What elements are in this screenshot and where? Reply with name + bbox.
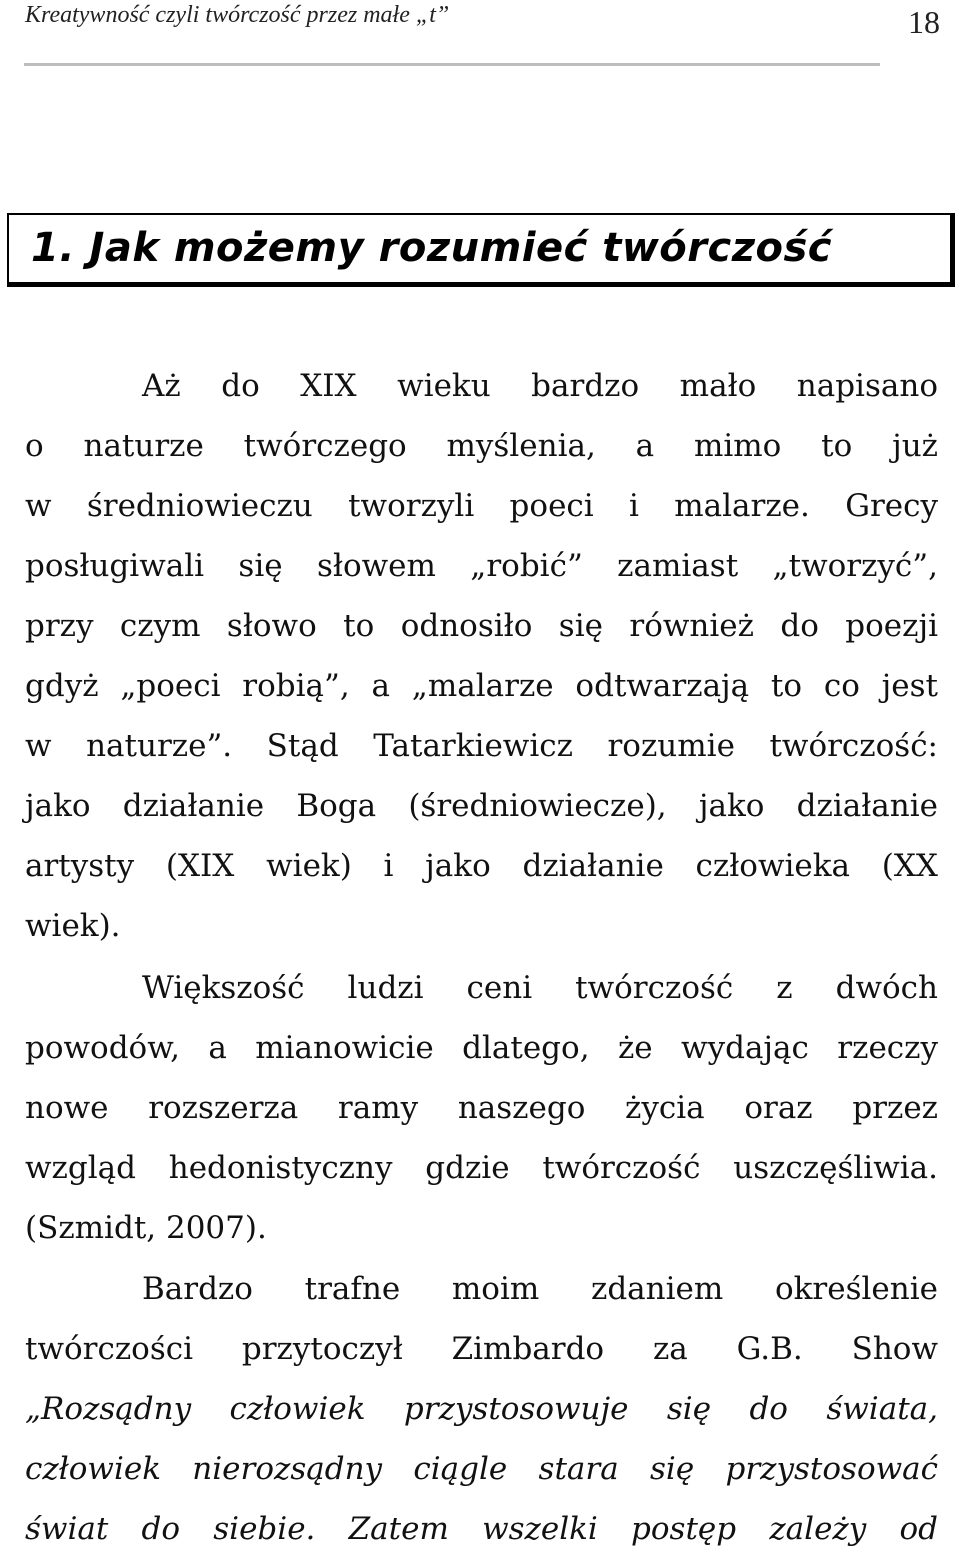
paragraph-line: (Szmidt, 2007). [25, 1210, 267, 1246]
paragraph-3 [25, 1259, 938, 1559]
paragraph-line: Aż do XIX wieku bardzo mało napisano [142, 368, 938, 404]
paragraph-line: posługiwali się słowem „robić” zamiast „tworzyć”, [25, 548, 938, 584]
page-number: 18 [908, 4, 940, 40]
paragraph-line: o naturze twórczego myślenia, a mimo to już [25, 428, 938, 464]
header-rule [24, 63, 880, 66]
running-title: Kreatywność czyli twórczość przez małe „t” [25, 2, 450, 28]
paragraph-line: wiek). [25, 908, 121, 944]
paragraph-line: przy czym słowo to odnosiło się również do poezji [25, 608, 938, 644]
paragraph-1 [25, 356, 938, 956]
paragraph-2 [25, 958, 938, 1258]
paragraph-line: wzgląd hedonistyczny gdzie twórczość uszczęśliwia. [25, 1150, 938, 1186]
paragraph-line: jako działanie Boga (średniowiecze), jako działanie [25, 788, 938, 824]
paragraph-line: artysty (XIX wiek) i jako działanie człowieka (XX [25, 848, 938, 884]
paragraph-line: twórczości przytoczył Zimbardo za G.B. Show [25, 1331, 938, 1367]
paragraph-line: Bardzo trafne moim zdaniem określenie [142, 1271, 938, 1307]
chapter-title: 1. Jak możemy rozumieć twórczość [31, 225, 832, 271]
quote-line: świat do siebie. Zatem wszelki postęp zależy od [25, 1511, 938, 1547]
quote-line: człowiek nierozsądny ciągle stara się przystosować [25, 1451, 938, 1487]
paragraph-line: w naturze”. Stąd Tatarkiewicz rozumie twórczość: [25, 728, 938, 764]
quote-line: „Rozsądny człowiek przystosowuje się do świata, [25, 1391, 938, 1427]
paragraph-line: powodów, a mianowicie dlatego, że wydając rzeczy [25, 1030, 938, 1066]
paragraph-line: w średniowieczu tworzyli poeci i malarze. Grecy [25, 488, 938, 524]
paragraph-line: Większość ludzi ceni twórczość z dwóch [142, 970, 938, 1006]
paragraph-line: gdyż „poeci robią”, a „malarze odtwarzają to co jest [25, 668, 938, 704]
running-header [25, 0, 940, 44]
paragraph-line: nowe rozszerza ramy naszego życia oraz przez [25, 1090, 938, 1126]
chapter-heading-box [7, 213, 955, 287]
